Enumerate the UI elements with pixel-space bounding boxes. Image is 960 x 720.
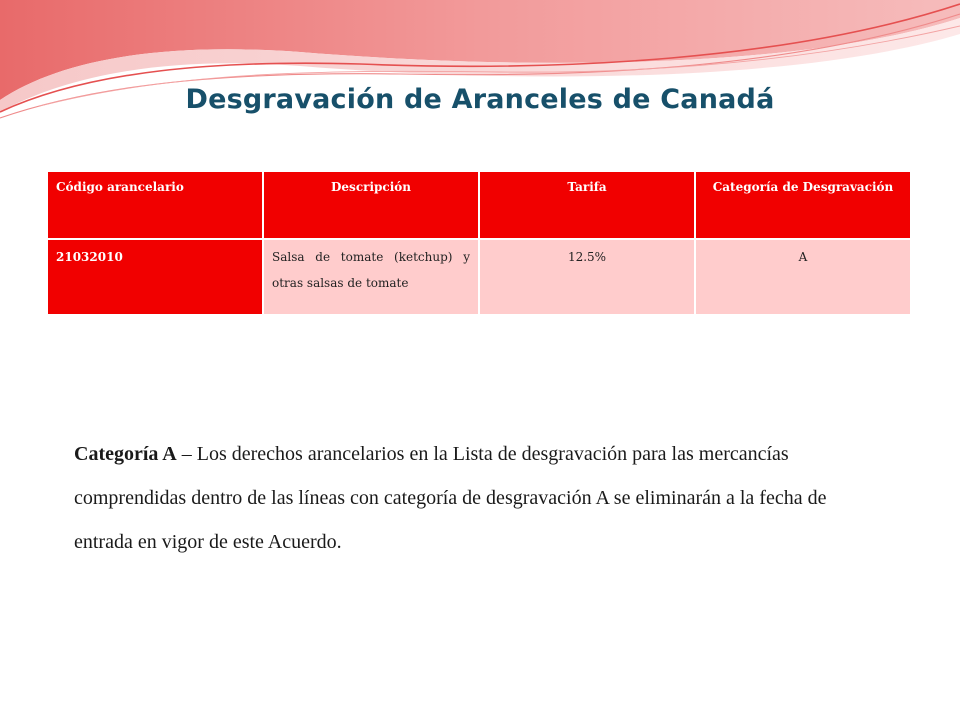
cell-category: A [695,239,911,315]
header-description: Descripción [263,171,479,239]
cell-tariff: 12.5% [479,239,695,315]
table-header-row [47,171,911,239]
category-description: – Los derechos arancelarios en la Lista de desgravación para las mercancías comprendidas dentro de las líneas con categoría de desgravación A se eliminarán a la fecha de entrada en vigor de este Acuerdo. [74,443,827,553]
header-code: Código arancelario [47,171,263,239]
header-tariff: Tarifa [479,171,695,239]
tariff-table [46,170,912,316]
category-term: Categoría A [74,443,177,465]
cell-description: Salsa de tomate (ketchup) y otras salsas de tomate [263,239,479,315]
header-category: Categoría de Desgravación [695,171,911,239]
cell-code: 21032010 [47,239,263,315]
table-row [47,239,911,315]
slide-title: Desgravación de Aranceles de Canadá [185,84,775,115]
category-definition [74,432,886,564]
